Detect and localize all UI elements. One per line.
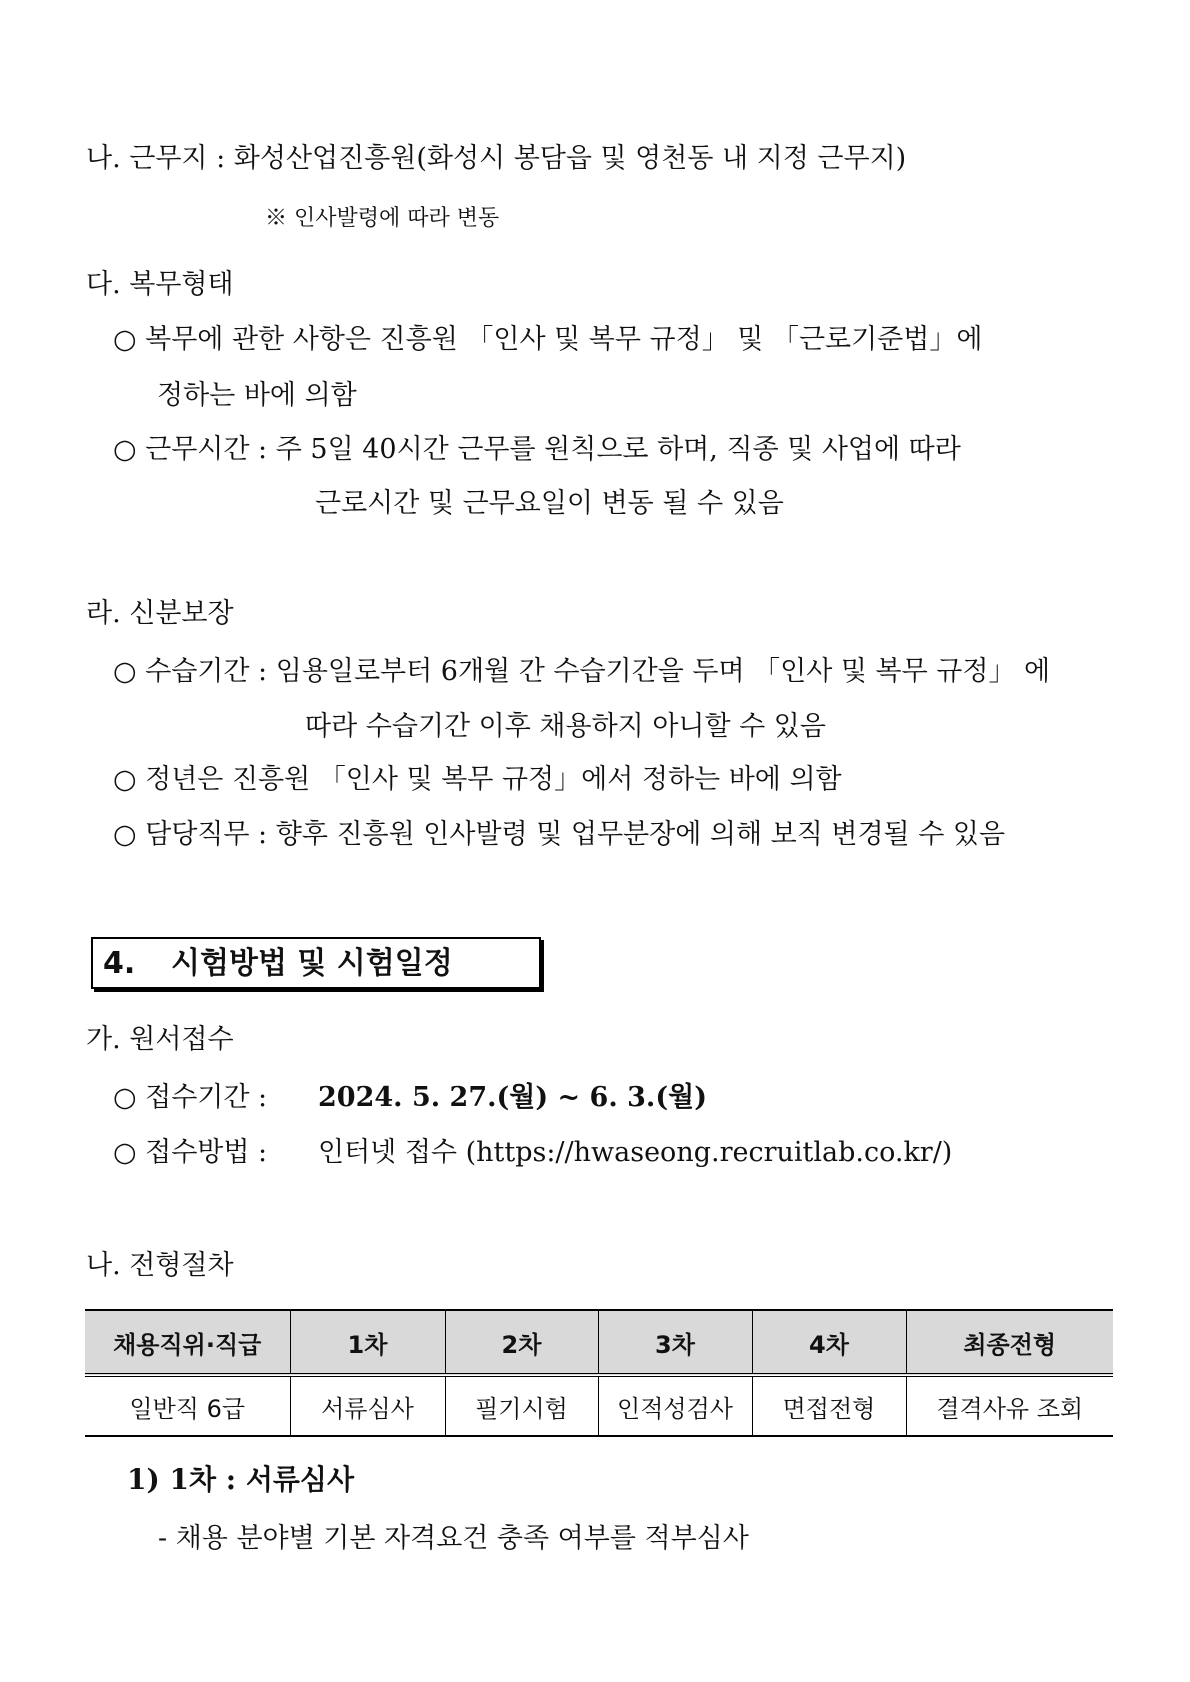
- service-type-item-1: ○ 복무에 관한 사항은 진흥원 「인사 및 복무 규정」 및 「근로기준법」에: [113, 324, 983, 355]
- procedure-heading: 나. 전형절차: [86, 1250, 234, 1281]
- table-cell: 일반직 6급: [85, 1375, 290, 1436]
- table-cell: 결격사유 조회: [906, 1375, 1113, 1436]
- service-type-item-1-cont: 정하는 바에 의함: [157, 380, 357, 411]
- table-cell: 서류심사: [290, 1375, 445, 1436]
- table-header-cell: 3차: [598, 1310, 752, 1375]
- table-header-cell: 1차: [290, 1310, 445, 1375]
- status-guarantee-heading: 라. 신분보장: [86, 598, 234, 629]
- section-4-title: 시험방법 및 시험일정: [171, 946, 453, 981]
- status-guarantee-item-1-cont: 따라 수습기간 이후 채용하지 아니할 수 있음: [305, 711, 826, 742]
- section-4-title-box: [91, 937, 541, 989]
- table-cell: 면접전형: [752, 1375, 906, 1436]
- application-heading: 가. 원서접수: [86, 1024, 234, 1055]
- table-header-cell: 2차: [445, 1310, 598, 1375]
- application-period-label: ○ 접수기간 :: [113, 1082, 268, 1113]
- table-header-cell: 최종전형: [906, 1310, 1113, 1375]
- service-type-item-2: ○ 근무시간 : 주 5일 40시간 근무를 원칙으로 하며, 직종 및 사업에 따라: [113, 434, 961, 465]
- work-location-note: ※ 인사발령에 따라 변동: [265, 206, 500, 231]
- table-cell: 필기시험: [445, 1375, 598, 1436]
- service-type-heading: 다. 복무형태: [86, 269, 234, 300]
- application-method-value: 인터넷 접수 (https://hwaseong.recruitlab.co.kr/): [318, 1137, 953, 1168]
- table-header-cell: 채용직위·직급: [85, 1310, 290, 1375]
- table-row: [85, 1375, 1113, 1436]
- table-cell: 인적성검사: [598, 1375, 752, 1436]
- section-4-number: 4.: [103, 946, 136, 981]
- application-period-value: 2024. 5. 27.(월) ~ 6. 3.(월): [318, 1082, 707, 1113]
- procedure-table: [85, 1309, 1113, 1437]
- step-1-description: - 채용 분야별 기본 자격요건 충족 여부를 적부심사: [158, 1523, 749, 1554]
- status-guarantee-item-1: ○ 수습기간 : 임용일로부터 6개월 간 수습기간을 두며 「인사 및 복무 규정」 에: [113, 656, 1051, 687]
- status-guarantee-item-3: ○ 담당직무 : 향후 진흥원 인사발령 및 업무분장에 의해 보직 변경될 수 있음: [113, 819, 1006, 850]
- status-guarantee-item-2: ○ 정년은 진흥원 「인사 및 복무 규정」에서 정하는 바에 의함: [113, 764, 842, 795]
- step-1-heading: 1) 1차 : 서류심사: [127, 1463, 355, 1496]
- table-header-row: [85, 1310, 1113, 1375]
- table-header-cell: 4차: [752, 1310, 906, 1375]
- application-method-label: ○ 접수방법 :: [113, 1137, 268, 1168]
- service-type-item-2-cont: 근로시간 및 근무요일이 변동 될 수 있음: [315, 488, 784, 519]
- work-location-heading: 나. 근무지 : 화성산업진흥원(화성시 봉담읍 및 영천동 내 지정 근무지): [86, 143, 907, 174]
